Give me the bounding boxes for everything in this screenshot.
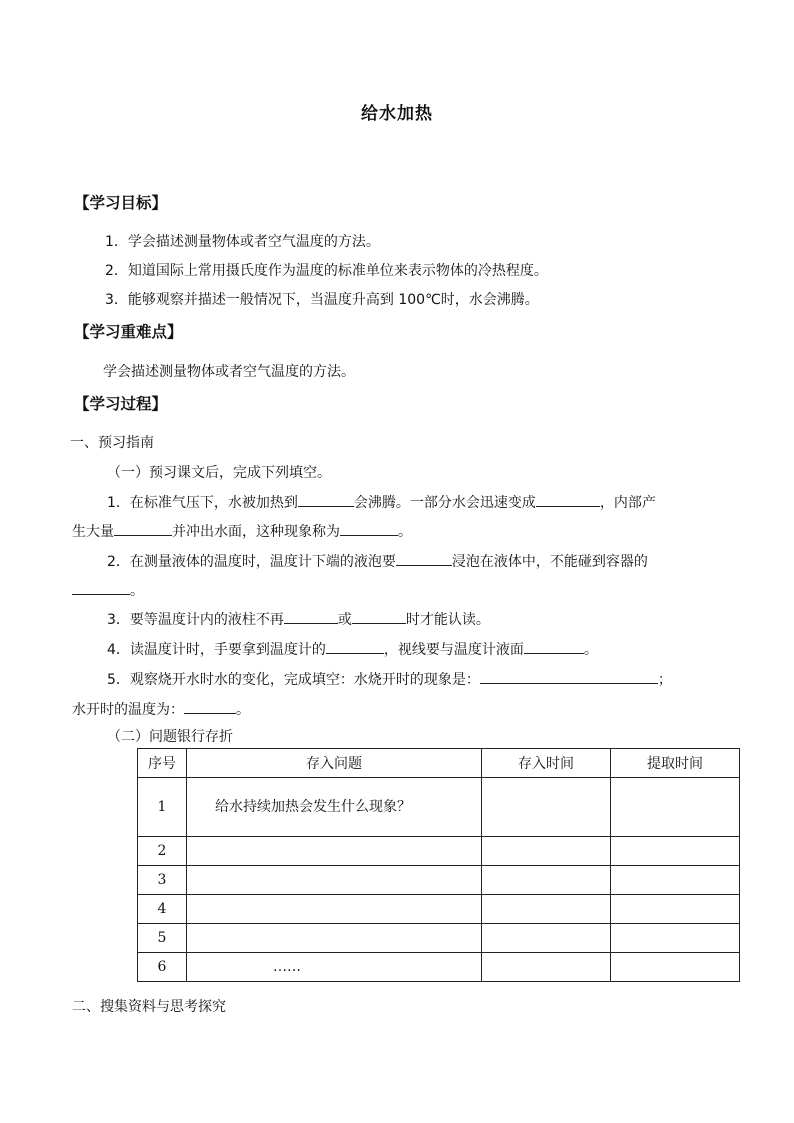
process-heading: 【学习过程】 <box>74 395 168 413</box>
row-withdraw-time[interactable] <box>611 953 740 982</box>
page-title: 给水加热 <box>361 104 433 124</box>
table-row <box>138 778 740 837</box>
row-withdraw-time[interactable] <box>611 778 740 837</box>
q4-text-c: 。 <box>583 642 598 658</box>
q2-text-b: 浸泡在液体中，不能碰到容器的 <box>451 554 648 570</box>
question-4 <box>107 640 598 660</box>
row-question-cell[interactable] <box>187 778 482 837</box>
header-deposit-time: 存入时间 <box>482 749 611 778</box>
q4-text-a: 4．读温度计时，手要拿到温度计的 <box>107 642 326 658</box>
goal-item-2: 2．知道国际上常用摄氏度作为温度的标准单位来表示物体的冷热程度。 <box>105 263 548 279</box>
row-question-text: 给水持续加热会发生什么现象？ <box>215 799 411 815</box>
q5-text-d: 。 <box>236 702 250 718</box>
row-number: 2 <box>138 837 187 866</box>
goal-item-3: 3．能够观察并描述一般情况下，当温度升高到 100℃时，水会沸腾。 <box>105 292 539 308</box>
header-withdraw-time: 提取时间 <box>611 749 740 778</box>
row-question-cell[interactable]: …… <box>187 953 482 982</box>
row-deposit-time[interactable] <box>482 953 611 982</box>
q5-text-a: 5．观察烧开水时水的变化，完成填空：水烧开时的现象是： <box>107 672 480 688</box>
q3-text-c: 时才能认读。 <box>405 612 490 628</box>
header-question: 存入问题 <box>187 749 482 778</box>
row-deposit-time[interactable] <box>482 778 611 837</box>
row-deposit-time[interactable] <box>482 866 611 895</box>
row-withdraw-time[interactable] <box>611 924 740 953</box>
q1-text-b: 会沸腾。一部分水会迅速变成 <box>353 495 536 511</box>
row-question-cell[interactable] <box>187 866 482 895</box>
q4-blank-2[interactable] <box>524 640 584 654</box>
row-number: 5 <box>138 924 187 953</box>
q1-text-f: 。 <box>398 524 412 540</box>
q1-text-c: ，内部产 <box>599 495 656 511</box>
q1-blank-1[interactable] <box>298 493 354 507</box>
row-withdraw-time[interactable] <box>611 837 740 866</box>
q2-text-a: 2．在测量液体的温度时，温度计下端的液泡要 <box>107 554 396 570</box>
row-deposit-time[interactable] <box>482 924 611 953</box>
row-withdraw-time[interactable] <box>611 895 740 924</box>
row-deposit-time[interactable] <box>482 837 611 866</box>
q3-text-a: 3．要等温度计内的液柱不再 <box>107 612 284 628</box>
q3-blank-1[interactable] <box>284 610 338 624</box>
q1-text-d: 生大量 <box>72 524 114 540</box>
row-question-cell[interactable] <box>187 924 482 953</box>
preview-subheading-2: （二）问题银行存折 <box>107 729 233 745</box>
q1-blank-2[interactable] <box>536 493 600 507</box>
key-points-text: 学会描述测量物体或者空气温度的方法。 <box>103 364 355 380</box>
header-number: 序号 <box>138 749 187 778</box>
table-row <box>138 895 740 924</box>
q4-text-b: ，视线要与温度计液面 <box>383 642 524 658</box>
table-row <box>138 866 740 895</box>
question-5-line-1 <box>107 670 672 690</box>
question-1-line-2 <box>72 522 412 542</box>
q4-blank-1[interactable] <box>326 640 384 654</box>
goal-item-1: 1．学会描述测量物体或者空气温度的方法。 <box>105 234 380 250</box>
table-row <box>138 837 740 866</box>
row-number: 1 <box>138 778 187 837</box>
q3-text-b: 或 <box>337 612 352 628</box>
row-question-cell[interactable] <box>187 895 482 924</box>
goals-heading: 【学习目标】 <box>74 194 168 212</box>
row-deposit-time[interactable] <box>482 895 611 924</box>
question-2-line-2 <box>72 581 144 601</box>
q2-blank-1[interactable] <box>396 552 452 566</box>
row-number: 3 <box>138 866 187 895</box>
row-number: 4 <box>138 895 187 924</box>
question-5-line-2 <box>72 700 250 720</box>
table-row <box>138 924 740 953</box>
research-heading: 二、搜集资料与思考探究 <box>72 999 226 1015</box>
q1-blank-3[interactable] <box>114 522 172 536</box>
q5-blank-2[interactable] <box>184 700 236 714</box>
row-withdraw-time[interactable] <box>611 866 740 895</box>
preview-heading: 一、预习指南 <box>70 435 154 451</box>
table-row <box>138 953 740 982</box>
question-2-line-1 <box>107 552 648 572</box>
q3-blank-2[interactable] <box>352 610 406 624</box>
table-header-row <box>138 749 740 778</box>
question-3 <box>107 610 490 630</box>
q1-text-e: 并冲出水面，这种现象称为 <box>172 524 340 540</box>
q1-blank-4[interactable] <box>340 522 398 536</box>
row-number: 6 <box>138 953 187 982</box>
q1-text-a: 1．在标准气压下，水被加热到 <box>107 495 298 511</box>
q2-blank-2[interactable] <box>72 581 130 595</box>
question-bank-table <box>137 748 740 982</box>
preview-subheading-1: （一）预习课文后，完成下列填空。 <box>107 465 331 481</box>
q2-text-c: 。 <box>130 583 144 599</box>
q5-text-c: 水开时的温度为： <box>72 702 184 718</box>
q5-blank-1[interactable] <box>480 670 658 684</box>
row-question-cell[interactable] <box>187 837 482 866</box>
key-points-heading: 【学习重难点】 <box>74 323 183 341</box>
question-1-line-1 <box>107 493 656 513</box>
q5-text-b: ； <box>657 672 672 688</box>
